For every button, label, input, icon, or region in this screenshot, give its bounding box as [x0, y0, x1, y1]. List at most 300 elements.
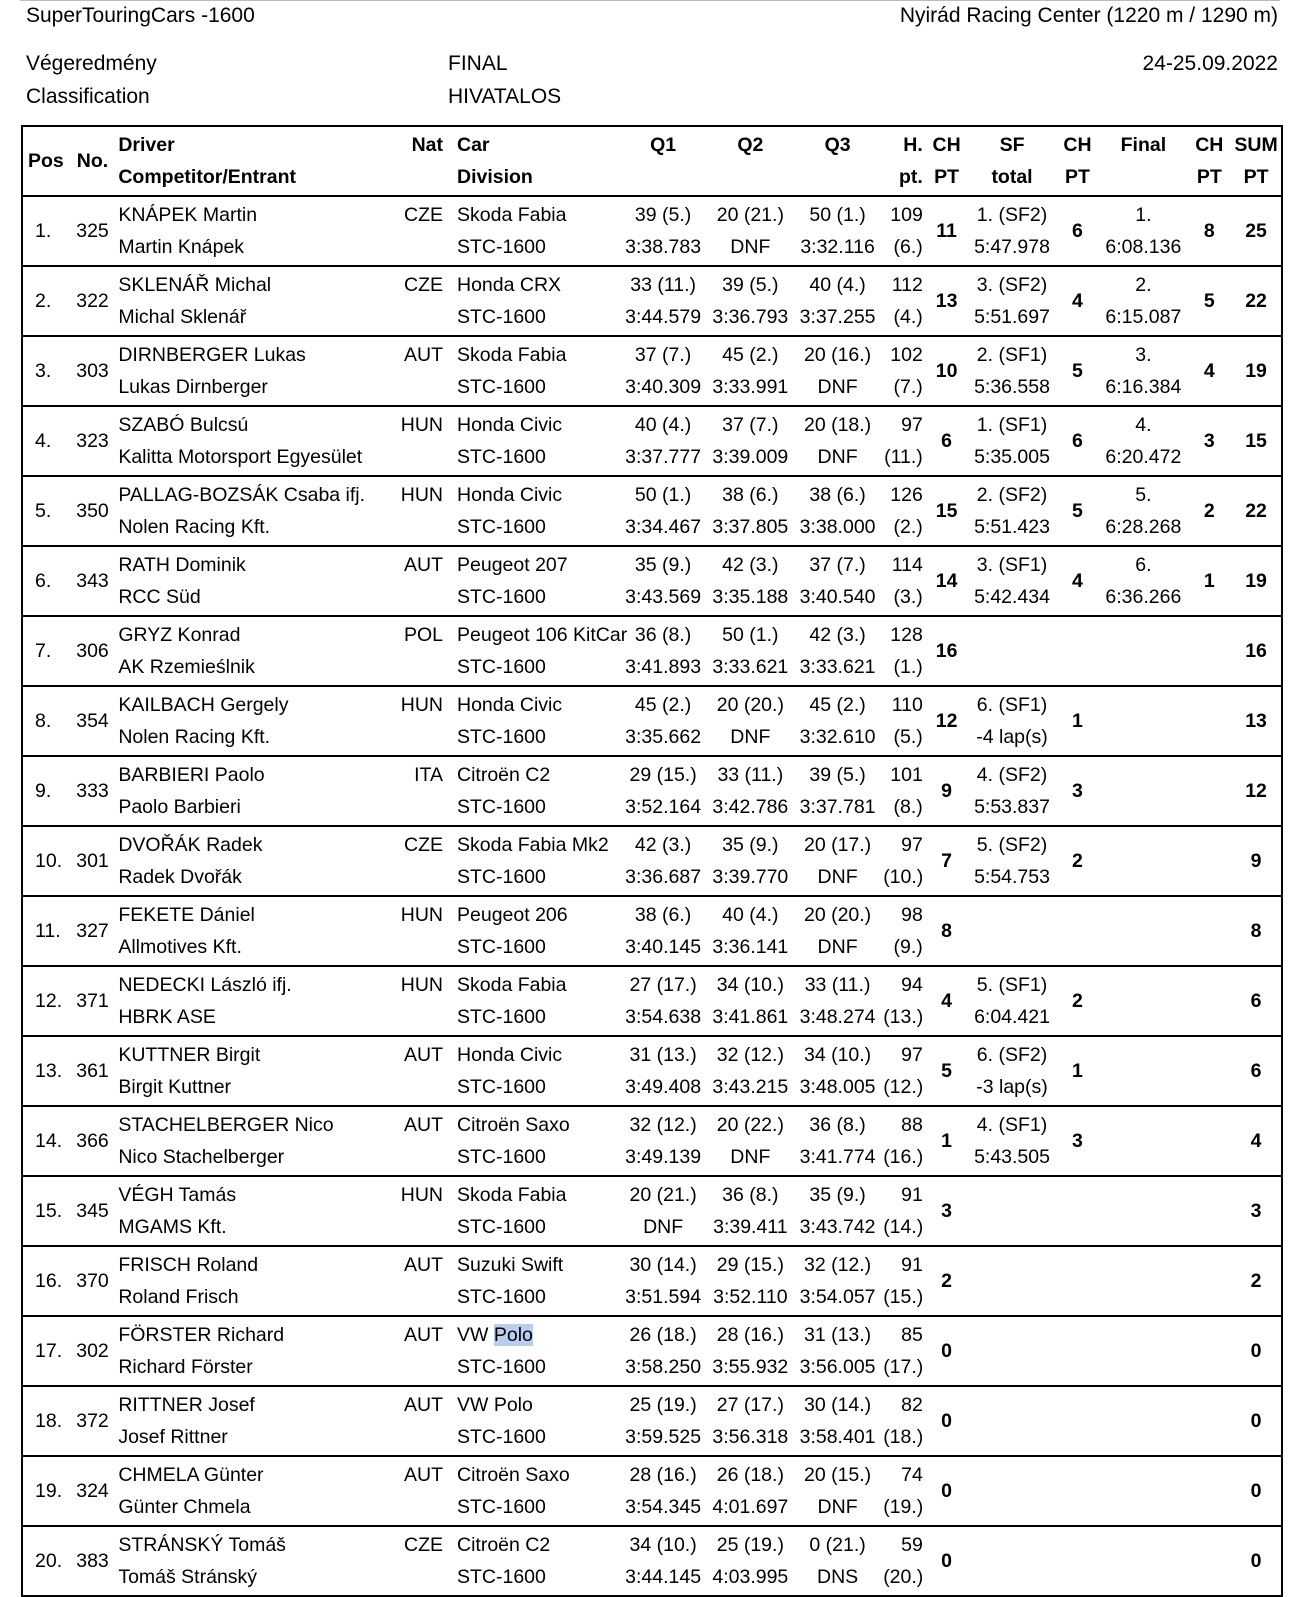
sum-points: 8	[1250, 920, 1262, 942]
final-time: 6:16.384	[1105, 376, 1182, 398]
division: STC-1600	[457, 1076, 546, 1098]
driver-name: FEKETE Dániel	[118, 904, 255, 926]
championship-points-heats: 7	[941, 850, 953, 872]
competitor-entrant: AK Rzemieślnik	[118, 656, 255, 678]
championship-points-final: 5	[1203, 290, 1215, 312]
driver-name: NEDECKI László ifj.	[118, 974, 292, 996]
q3-time: 3:32.610	[799, 726, 876, 748]
sum-points: 6	[1250, 1060, 1262, 1082]
final-position	[1099, 1526, 1187, 1561]
nationality: HUN	[400, 904, 443, 926]
championship-points-heats: 15	[935, 500, 958, 522]
q1-time: 3:38.783	[625, 236, 702, 258]
results-table	[21, 125, 1283, 1597]
semifinal-result: 2. (SF1)	[976, 344, 1048, 366]
q2-points: 39 (5.)	[722, 274, 779, 296]
q3-time: DNS	[816, 1566, 859, 1588]
division: STC-1600	[457, 1006, 546, 1028]
championship-points-heats: 3	[941, 1200, 953, 1222]
col-driver: Driver	[118, 134, 175, 156]
sum-points: 15	[1245, 430, 1267, 452]
championship-points-heats: 13	[935, 290, 958, 312]
q2-points: 34 (10.)	[716, 974, 784, 996]
championship-points-semifinal: 5	[1072, 360, 1083, 382]
q3-points: 35 (9.)	[809, 1184, 866, 1206]
heat-points: 91	[901, 1184, 923, 1206]
championship-points-heats: 0	[941, 1480, 953, 1502]
col-sum-2: PT	[1243, 166, 1269, 188]
championship-points-semifinal	[1056, 1526, 1100, 1596]
division: STC-1600	[457, 516, 546, 538]
nationality: CZE	[404, 1534, 443, 1556]
semifinal-result	[968, 896, 1055, 931]
car-model: Honda Civic	[457, 484, 563, 506]
semifinal-time: -4 lap(s)	[976, 726, 1048, 748]
q1-points: 37 (7.)	[634, 344, 692, 366]
semifinal-result: 3. (SF2)	[976, 274, 1048, 296]
col-pos: Pos	[28, 150, 64, 172]
driver-name: SZABÓ Bulcsú	[118, 414, 249, 436]
competitor-entrant: RCC Süd	[118, 586, 201, 608]
q2-points: 27 (17.)	[716, 1394, 784, 1416]
division: STC-1600	[457, 936, 546, 958]
q2-time: 3:35.188	[712, 586, 789, 608]
championship-points-semifinal	[1056, 896, 1100, 966]
championship-points-semifinal: 6	[1072, 220, 1083, 242]
q1-time: 3:52.164	[625, 796, 702, 818]
q3-time: DNF	[817, 376, 858, 398]
col-q3: Q3	[824, 134, 851, 156]
q2-points: 26 (18.)	[716, 1464, 784, 1486]
championship-points-heats: 0	[941, 1550, 953, 1572]
semifinal-result	[968, 1526, 1055, 1561]
blank-cell	[358, 371, 445, 406]
heat-rank: (12.)	[883, 1076, 924, 1098]
final-time	[1099, 931, 1187, 966]
semifinal-time: 5:51.697	[974, 306, 1050, 328]
q3-time: 3:33.621	[799, 656, 876, 678]
championship-points-heats: 11	[936, 220, 957, 242]
car-number: 372	[76, 1410, 109, 1432]
q3-points: 50 (1.)	[809, 204, 866, 226]
table-row	[22, 616, 1282, 686]
heat-points: 128	[890, 624, 923, 646]
text-selection[interactable]: Polo	[493, 1324, 533, 1346]
division: STC-1600	[457, 1216, 546, 1238]
championship-points-semifinal: 3	[1072, 780, 1083, 802]
car-model: Honda Civic	[457, 1044, 563, 1066]
car-number: 371	[76, 990, 109, 1012]
col-chpt2: CH	[1063, 134, 1092, 156]
championship-points-final	[1188, 896, 1232, 966]
position: 16.	[35, 1270, 63, 1292]
division: STC-1600	[457, 586, 546, 608]
sum-points: 12	[1245, 780, 1267, 802]
division: STC-1600	[457, 1356, 546, 1378]
q1-time: 3:41.893	[625, 656, 702, 678]
semifinal-time: 5:35.005	[974, 446, 1050, 468]
semifinal-time	[968, 651, 1055, 686]
semifinal-result: 1. (SF2)	[976, 204, 1048, 226]
q1-points: 33 (11.)	[630, 274, 696, 296]
semifinal-time	[968, 1491, 1055, 1526]
table-row	[22, 406, 1282, 476]
table-row	[22, 1526, 1282, 1596]
car-model: Peugeot 106 KitCar	[457, 624, 628, 646]
heat-rank: (18.)	[883, 1426, 924, 1448]
championship-points-heats: 12	[935, 710, 958, 732]
q2-points: 20 (20.)	[716, 694, 784, 716]
competitor-entrant: Roland Frisch	[118, 1286, 239, 1308]
championship-points-semifinal: 3	[1072, 1130, 1083, 1152]
table-row	[22, 1176, 1282, 1246]
final-position	[1099, 1106, 1187, 1141]
championship-points-semifinal: 1	[1072, 1060, 1083, 1082]
col-sf: SF	[999, 134, 1025, 156]
championship-points-semifinal: 1	[1072, 710, 1083, 732]
final-position	[1099, 1036, 1187, 1071]
driver-name: BARBIERI Paolo	[118, 764, 265, 786]
heat-points: 101	[890, 764, 923, 786]
semifinal-time: 5:51.423	[974, 516, 1050, 538]
competitor-entrant: Michal Sklenář	[118, 306, 247, 328]
blank-cell	[358, 1351, 445, 1386]
championship-points-final	[1188, 1106, 1232, 1176]
q3-points: 20 (18.)	[803, 414, 872, 436]
competitor-entrant: Günter Chmela	[118, 1496, 251, 1518]
q2-points: 35 (9.)	[722, 834, 779, 856]
blank-cell	[358, 861, 445, 896]
q2-points: 42 (3.)	[722, 554, 779, 576]
q2-time: 3:43.215	[712, 1076, 789, 1098]
car-number: 303	[76, 360, 109, 382]
heat-rank: (19.)	[883, 1496, 924, 1518]
q3-points: 34 (10.)	[803, 1044, 872, 1066]
q3-points: 20 (20.)	[803, 904, 872, 926]
competitor-entrant: Kalitta Motorsport Egyesület	[118, 446, 363, 468]
heat-points: 85	[901, 1324, 923, 1346]
q1-time: 3:54.638	[625, 1006, 702, 1028]
car-model: Honda CRX	[457, 274, 562, 296]
heat-rank: (4.)	[893, 306, 923, 328]
semifinal-result	[968, 1456, 1055, 1491]
driver-name: VÉGH Tamás	[118, 1184, 237, 1206]
heat-rank: (2.)	[893, 516, 923, 538]
semifinal-time	[968, 1561, 1055, 1596]
sum-points: 3	[1250, 1200, 1262, 1222]
q2-time: 3:36.793	[712, 306, 789, 328]
championship-points-heats: 0	[941, 1410, 953, 1432]
q2-time: 3:39.411	[713, 1216, 788, 1238]
blank-cell	[358, 931, 445, 966]
division: STC-1600	[457, 306, 546, 328]
car-model: Peugeot 206	[457, 904, 568, 926]
championship-points-heats: 9	[941, 780, 953, 802]
q2-points: 45 (2.)	[722, 344, 779, 366]
q3-points: 33 (11.)	[804, 974, 871, 996]
sum-points: 9	[1250, 850, 1262, 872]
heat-points: 74	[901, 1464, 923, 1486]
q1-time: 3:36.687	[625, 866, 702, 888]
final-time	[1099, 1001, 1187, 1036]
q1-time: 3:58.250	[625, 1356, 702, 1378]
car-number: 370	[76, 1270, 109, 1292]
car-model: Skoda Fabia	[457, 1184, 567, 1206]
nationality: HUN	[400, 484, 443, 506]
q2-time: 3:56.318	[712, 1426, 789, 1448]
q2-time: 3:52.110	[713, 1286, 788, 1308]
q1-points: 28 (16.)	[629, 1464, 697, 1486]
table-header	[22, 126, 1282, 196]
championship-points-semifinal	[1056, 1316, 1100, 1386]
table-row	[22, 826, 1282, 896]
col-chpt1-2: PT	[934, 166, 960, 188]
position: 1.	[35, 220, 52, 242]
driver-name: RATH Dominik	[118, 554, 246, 576]
final-time: 6:15.087	[1105, 306, 1182, 328]
q1-points: 38 (6.)	[634, 904, 692, 926]
heat-points: 97	[901, 414, 923, 436]
table-row	[22, 896, 1282, 966]
blank-cell	[358, 1491, 445, 1526]
heat-points: 98	[901, 904, 923, 926]
final-time	[1099, 1351, 1187, 1386]
championship-points-heats: 6	[941, 430, 953, 452]
sum-points: 4	[1250, 1130, 1262, 1152]
car-number: 323	[76, 430, 109, 452]
final-position: 6.	[1135, 554, 1152, 576]
competitor-entrant: Martin Knápek	[118, 236, 245, 258]
car-number: 361	[76, 1060, 109, 1082]
semifinal-time: 5:53.837	[974, 796, 1050, 818]
table-row	[22, 1036, 1282, 1106]
heat-points: 82	[901, 1394, 923, 1416]
table-row	[22, 1316, 1282, 1386]
q3-time: 3:41.774	[799, 1146, 876, 1168]
championship-points-heats: 2	[941, 1270, 953, 1292]
championship-points-final: 8	[1203, 220, 1215, 242]
final-position	[1099, 616, 1187, 651]
final-position: 1.	[1135, 204, 1152, 226]
semifinal-time: 5:36.558	[974, 376, 1050, 398]
driver-name: KNÁPEK Martin	[118, 204, 258, 226]
heat-points: 94	[901, 974, 923, 996]
semifinal-result: 2. (SF2)	[976, 484, 1048, 506]
final-position	[1099, 966, 1187, 1001]
q2-points: 32 (12.)	[716, 1044, 784, 1066]
championship-points-final: 1	[1203, 570, 1215, 592]
driver-name: FÖRSTER Richard	[118, 1324, 285, 1346]
nationality: CZE	[404, 834, 443, 856]
semifinal-result: 6. (SF1)	[976, 694, 1048, 716]
driver-name: SKLENÁŘ Michal	[118, 274, 272, 296]
table-row	[22, 1386, 1282, 1456]
col-q2: Q2	[737, 134, 764, 156]
q2-time: 4:03.995	[712, 1566, 789, 1588]
q2-points: 50 (1.)	[722, 624, 779, 646]
position: 19.	[35, 1480, 63, 1502]
championship-points-final	[1188, 1316, 1232, 1386]
q1-time: 3:43.569	[625, 586, 702, 608]
blank-cell	[358, 1281, 445, 1316]
division: STC-1600	[457, 1286, 546, 1308]
division: STC-1600	[457, 726, 546, 748]
heat-rank: (8.)	[893, 796, 923, 818]
q1-time: 3:40.145	[625, 936, 702, 958]
col-car: Car	[457, 134, 490, 156]
table-row	[22, 336, 1282, 406]
q3-points: 32 (12.)	[803, 1254, 872, 1276]
q1-points: 31 (13.)	[629, 1044, 697, 1066]
status-heading	[448, 51, 561, 109]
heat-rank: (13.)	[883, 1006, 924, 1028]
division: STC-1600	[457, 446, 546, 468]
heat-rank: (15.)	[883, 1286, 924, 1308]
table-row	[22, 756, 1282, 826]
event-date: 24-25.09.2022	[1142, 52, 1278, 75]
final-position	[1099, 1386, 1187, 1421]
sum-points: 22	[1245, 290, 1267, 312]
heat-points: 126	[890, 484, 923, 506]
division: STC-1600	[457, 1426, 546, 1448]
car-model	[445, 1316, 619, 1351]
q2-time: DNF	[730, 1146, 771, 1168]
sum-points: 0	[1250, 1480, 1262, 1502]
division: STC-1600	[457, 1146, 546, 1168]
car-model: Skoda Fabia	[457, 204, 567, 226]
semifinal-time	[968, 1421, 1055, 1456]
final-position	[1099, 1316, 1187, 1351]
division: STC-1600	[457, 376, 546, 398]
championship-points-final: 4	[1203, 360, 1215, 382]
q3-time: 3:43.742	[799, 1216, 876, 1238]
semifinal-result: 6. (SF2)	[976, 1044, 1048, 1066]
heat-points: 114	[891, 554, 923, 576]
car-number: 343	[76, 570, 109, 592]
q1-time: 3:51.594	[625, 1286, 702, 1308]
status-final: FINAL	[448, 52, 508, 75]
final-position: 2.	[1135, 274, 1152, 296]
semifinal-time: 5:47.978	[974, 236, 1050, 258]
q3-time: 3:48.005	[799, 1076, 876, 1098]
col-sum: SUM	[1234, 134, 1278, 156]
q1-points: 20 (21.)	[629, 1184, 697, 1206]
q1-time: 3:49.139	[625, 1146, 702, 1168]
final-time	[1099, 1141, 1187, 1176]
car-number: 306	[76, 640, 109, 662]
blank-cell	[358, 581, 445, 616]
championship-points-semifinal: 2	[1072, 990, 1083, 1012]
final-time	[1099, 1071, 1187, 1106]
nationality: CZE	[404, 274, 443, 296]
q3-points: 36 (8.)	[809, 1114, 866, 1136]
semifinal-result	[968, 616, 1055, 651]
q1-points: 27 (17.)	[629, 974, 697, 996]
q3-time: 3:58.401	[799, 1426, 876, 1448]
q1-time: 3:37.777	[625, 446, 702, 468]
championship-points-semifinal: 4	[1072, 290, 1083, 312]
blank-cell	[358, 301, 445, 336]
blank-cell	[358, 1211, 445, 1246]
driver-name: FRISCH Roland	[118, 1254, 259, 1276]
competitor-entrant: HBRK ASE	[118, 1006, 216, 1028]
col-q1: Q1	[650, 134, 677, 156]
q3-time: 3:37.781	[799, 796, 876, 818]
championship-points-heats: 0	[941, 1340, 953, 1362]
semifinal-result: 5. (SF2)	[976, 834, 1048, 856]
q1-points: 45 (2.)	[634, 694, 692, 716]
sum-points: 19	[1245, 570, 1267, 592]
division: STC-1600	[457, 1496, 546, 1518]
championship-points-heats: 8	[941, 920, 953, 942]
car-make: VW	[457, 1324, 494, 1346]
car-model: Peugeot 207	[457, 554, 568, 576]
q3-points: 37 (7.)	[809, 554, 866, 576]
championship-points-heats: 16	[935, 640, 958, 662]
semifinal-result: 1. (SF1)	[976, 414, 1048, 436]
q2-time: 3:42.786	[712, 796, 789, 818]
q2-time: 4:01.697	[712, 1496, 789, 1518]
blank-cell	[358, 791, 445, 826]
q2-points: 38 (6.)	[722, 484, 779, 506]
position: 18.	[35, 1410, 63, 1432]
driver-name: STACHELBERGER Nico	[118, 1114, 334, 1136]
sum-points: 2	[1250, 1270, 1262, 1292]
result-heading-en: Classification	[26, 85, 150, 108]
semifinal-result: 4. (SF2)	[976, 764, 1048, 786]
semifinal-time: -3 lap(s)	[976, 1076, 1048, 1098]
q3-points: 20 (15.)	[803, 1464, 872, 1486]
blank-cell	[358, 441, 445, 476]
col-division: Division	[457, 166, 533, 188]
series-title: SuperTouringCars -1600	[26, 4, 255, 27]
q2-points: 33 (11.)	[717, 764, 784, 786]
championship-points-heats: 14	[935, 570, 958, 592]
driver-name: KAILBACH Gergely	[118, 694, 289, 716]
car-number: 327	[76, 920, 109, 942]
q2-points: 25 (19.)	[716, 1534, 784, 1556]
competitor-entrant: Lukas Dirnberger	[118, 376, 268, 398]
final-position: 3.	[1135, 344, 1152, 366]
competitor-entrant: Paolo Barbieri	[118, 796, 241, 818]
q1-points: 39 (5.)	[634, 204, 692, 226]
q1-points: 34 (10.)	[629, 1534, 697, 1556]
q3-points: 0 (21.)	[809, 1534, 866, 1556]
car-model: Citroën Saxo	[457, 1114, 570, 1136]
q2-points: 29 (15.)	[716, 1254, 784, 1276]
position: 20.	[35, 1550, 63, 1572]
q3-points: 40 (4.)	[809, 274, 866, 296]
sum-points: 16	[1245, 640, 1267, 662]
q2-time: 3:39.009	[712, 446, 789, 468]
q1-points: 29 (15.)	[629, 764, 697, 786]
sum-points: 25	[1245, 220, 1267, 242]
driver-name: PALLAG-BOZSÁK Csaba ifj.	[118, 484, 366, 506]
car-model: VW Polo	[457, 1394, 533, 1416]
semifinal-time: 5:54.753	[974, 866, 1050, 888]
semifinal-result: 3. (SF1)	[976, 554, 1048, 576]
table-row	[22, 196, 1282, 266]
semifinal-time	[968, 1211, 1055, 1246]
competitor-entrant: Nolen Racing Kft.	[118, 726, 271, 748]
semifinal-time: 6:04.421	[974, 1006, 1050, 1028]
q1-time: 3:44.145	[625, 1566, 702, 1588]
final-time	[1099, 721, 1187, 756]
semifinal-time	[968, 1351, 1055, 1386]
championship-points-heats: 4	[941, 990, 953, 1012]
championship-points-semifinal: 6	[1072, 430, 1083, 452]
driver-name: CHMELA Günter	[118, 1464, 264, 1486]
